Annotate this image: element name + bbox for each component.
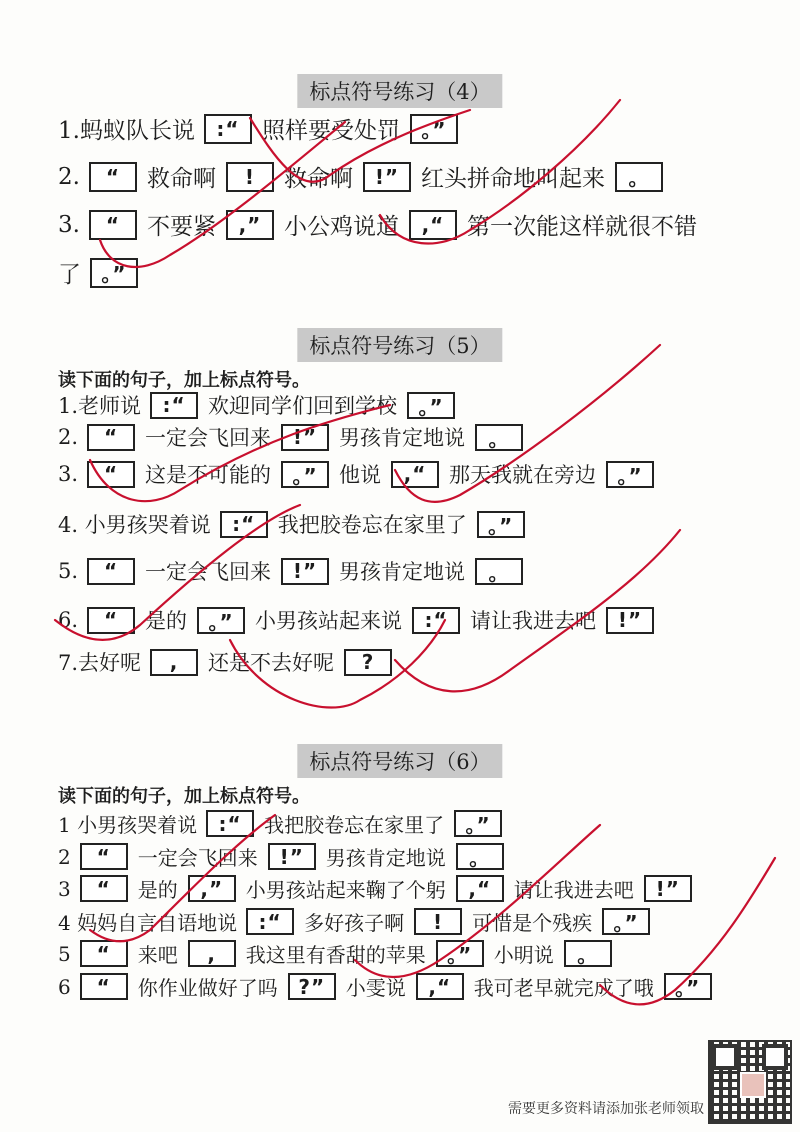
answer-box: “ bbox=[87, 461, 135, 488]
sentence-text: 还是不去好呢 bbox=[208, 651, 335, 675]
answer-box: !” bbox=[644, 875, 692, 902]
sentence-start: 1.蚂蚁队长说 bbox=[58, 118, 195, 144]
sentence-text: 男孩肯定地说 bbox=[339, 426, 466, 450]
sentence-text: 是的 bbox=[145, 609, 188, 633]
instruction-6: 读下面的句子，加上标点符号。 bbox=[58, 786, 310, 807]
answer-box: ! bbox=[226, 162, 274, 192]
answer-box: 。 bbox=[475, 558, 523, 585]
sentence-text: 小公鸡说道 bbox=[283, 214, 399, 240]
qr-avatar-icon bbox=[740, 1072, 766, 1098]
sentence-text: 第一次能这样就很不错 bbox=[466, 214, 697, 240]
sentence-text: 照样要受处罚 bbox=[261, 118, 400, 144]
exercise-line bbox=[58, 809, 507, 838]
sentence-start: 5 bbox=[58, 941, 71, 966]
answer-box: :“ bbox=[204, 114, 252, 144]
sentence-text: 红头拼命地叫起来 bbox=[420, 166, 605, 192]
section-title-4: 标点符号练习（4） bbox=[297, 74, 502, 108]
answer-box: !” bbox=[281, 558, 329, 585]
sentence-start: 4. 小男孩哭着说 bbox=[58, 513, 211, 537]
exercise-line bbox=[58, 972, 717, 1001]
section-title-6: 标点符号练习（6） bbox=[297, 744, 502, 778]
answer-box: :“ bbox=[150, 392, 198, 419]
sentence-text: 小男孩站起来鞠了个躬 bbox=[245, 878, 446, 902]
sentence-text: 那天我就在旁边 bbox=[449, 463, 597, 487]
sentence-text: 小明说 bbox=[493, 943, 554, 967]
answer-box: 。” bbox=[664, 973, 712, 1000]
sentence-text: 一定会飞回来 bbox=[137, 846, 258, 870]
answer-box: 。” bbox=[606, 461, 654, 488]
sentence-text: 不要紧 bbox=[146, 214, 216, 240]
answer-box: 。” bbox=[410, 114, 458, 144]
exercise-line bbox=[58, 459, 659, 489]
sentence-start: 6 bbox=[58, 974, 71, 999]
answer-box: “ bbox=[80, 973, 128, 1000]
answer-box: 。” bbox=[436, 940, 484, 967]
sentence-text: 你作业做好了吗 bbox=[137, 976, 278, 1000]
sentence-text: 救命啊 bbox=[283, 166, 353, 192]
exercise-line bbox=[58, 208, 702, 241]
exercise-line bbox=[58, 390, 460, 420]
sentence-text: 请让我进去吧 bbox=[470, 609, 597, 633]
answer-box: ,“ bbox=[416, 973, 464, 1000]
sentence-text: 这是不可能的 bbox=[145, 463, 272, 487]
answer-box: :“ bbox=[220, 511, 268, 538]
sentence-start: 2. bbox=[58, 163, 80, 190]
answer-box: “ bbox=[89, 162, 137, 192]
sentence-start: 4 妈妈自言自语地说 bbox=[58, 911, 238, 935]
sentence-start: 3. bbox=[58, 211, 80, 238]
answer-box: !” bbox=[281, 424, 329, 451]
exercise-line bbox=[58, 605, 659, 635]
exercise-line bbox=[58, 874, 697, 903]
sentence-text: 小雯说 bbox=[345, 976, 406, 1000]
sentence-start: 1 小男孩哭着说 bbox=[58, 813, 198, 837]
answer-box: ,” bbox=[226, 210, 274, 240]
exercise-line bbox=[58, 556, 528, 586]
sentence-text: 救命啊 bbox=[146, 166, 216, 192]
answer-box: ?” bbox=[288, 973, 336, 1000]
sentence-text: 一定会飞回来 bbox=[145, 426, 272, 450]
sentence-text: 小男孩站起来说 bbox=[255, 609, 403, 633]
footer-note: 需要更多资料请添加张老师领取 bbox=[508, 1101, 704, 1117]
answer-box: “ bbox=[80, 843, 128, 870]
instruction-5: 读下面的句子，加上标点符号。 bbox=[58, 370, 310, 391]
exercise-line bbox=[58, 842, 509, 871]
answer-box: 。 bbox=[564, 940, 612, 967]
sentence-text: 欢迎同学们回到学校 bbox=[208, 394, 398, 418]
answer-box: :“ bbox=[206, 810, 254, 837]
answer-box: 。” bbox=[477, 511, 525, 538]
sentence-start: 2 bbox=[58, 844, 71, 869]
answer-box: 。 bbox=[456, 843, 504, 870]
sentence-start: 7.去好呢 bbox=[58, 651, 142, 675]
answer-box: “ bbox=[80, 875, 128, 902]
answer-box: 。” bbox=[197, 607, 245, 634]
answer-box: 。” bbox=[90, 258, 138, 288]
exercise-line bbox=[58, 907, 655, 936]
exercise-line bbox=[58, 509, 530, 539]
sentence-text: 他说 bbox=[339, 463, 382, 487]
answer-box: “ bbox=[87, 607, 135, 634]
sentence-text: 男孩肯定地说 bbox=[325, 846, 446, 870]
qr-code bbox=[708, 1040, 792, 1124]
answer-box: !” bbox=[363, 162, 411, 192]
answer-box: ? bbox=[344, 649, 392, 676]
sentence-text: 是的 bbox=[137, 878, 178, 902]
exercise-line bbox=[58, 256, 143, 289]
answer-box: 。” bbox=[281, 461, 329, 488]
sentence-start: 5. bbox=[58, 559, 79, 583]
section-title-5: 标点符号练习（5） bbox=[297, 328, 502, 362]
sentence-text: 男孩肯定地说 bbox=[339, 560, 466, 584]
exercise-line bbox=[58, 422, 528, 452]
sentence-text: 我把胶卷忘在家里了 bbox=[264, 813, 445, 837]
sentence-start: 了 bbox=[58, 262, 81, 288]
answer-box: , bbox=[150, 649, 198, 676]
sentence-text: 请让我进去吧 bbox=[513, 878, 634, 902]
answer-box: 。” bbox=[454, 810, 502, 837]
answer-box: :“ bbox=[412, 607, 460, 634]
answer-box: ! bbox=[414, 908, 462, 935]
sentence-text: 我这里有香甜的苹果 bbox=[245, 943, 426, 967]
answer-box: “ bbox=[80, 940, 128, 967]
answer-box: ,“ bbox=[456, 875, 504, 902]
sentence-text: 来吧 bbox=[137, 943, 178, 967]
answer-box: ,“ bbox=[409, 210, 457, 240]
answer-box: “ bbox=[87, 558, 135, 585]
sentence-text: 一定会飞回来 bbox=[145, 560, 272, 584]
sentence-text: 我可老早就完成了哦 bbox=[473, 976, 654, 1000]
answer-box: 。 bbox=[475, 424, 523, 451]
sentence-text: 可惜是个残疾 bbox=[472, 911, 593, 935]
sentence-start: 2. bbox=[58, 425, 79, 449]
exercise-line bbox=[58, 112, 463, 145]
answer-box: ,” bbox=[188, 875, 236, 902]
answer-box: !” bbox=[268, 843, 316, 870]
answer-box: 。 bbox=[615, 162, 663, 192]
answer-box: , bbox=[188, 940, 236, 967]
sentence-start: 3 bbox=[58, 876, 71, 901]
sentence-start: 1.老师说 bbox=[58, 394, 142, 418]
answer-box: 。” bbox=[407, 392, 455, 419]
answer-box: ,“ bbox=[391, 461, 439, 488]
answer-box: 。” bbox=[602, 908, 650, 935]
answer-box: !” bbox=[606, 607, 654, 634]
sentence-text: 多好孩子啊 bbox=[304, 911, 405, 935]
sentence-start: 3. bbox=[58, 462, 79, 486]
answer-box: “ bbox=[87, 424, 135, 451]
sentence-text: 我把胶卷忘在家里了 bbox=[277, 513, 467, 537]
exercise-line bbox=[58, 160, 668, 193]
answer-box: “ bbox=[89, 210, 137, 240]
exercise-line bbox=[58, 647, 397, 677]
exercise-line bbox=[58, 939, 617, 968]
answer-box: :“ bbox=[246, 908, 294, 935]
sentence-start: 6. bbox=[58, 608, 79, 632]
